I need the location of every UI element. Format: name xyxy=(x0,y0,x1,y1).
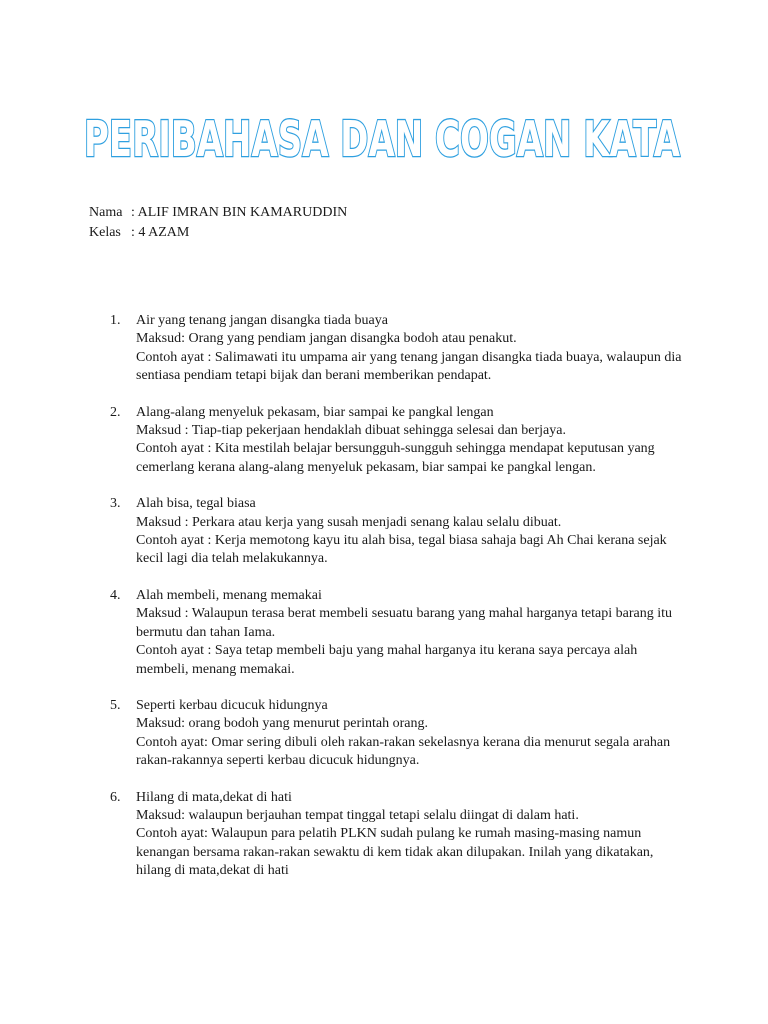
list-item-number: 3. xyxy=(110,496,121,512)
proverb-heading: Air yang tenang jangan disangka tiada buaya xyxy=(136,313,388,328)
proverb-heading: Alang-alang menyeluk pekasam, biar sampai ke pangkal lengan xyxy=(136,404,494,420)
list-item-body xyxy=(136,312,690,386)
proverb-heading: Seperti kerbau dicucuk hidungnya xyxy=(136,697,328,713)
student-info xyxy=(89,203,347,243)
name-row xyxy=(89,203,347,223)
proverb-text-line: Contoh ayat : Kerja memotong kayu itu alah bisa, tegal biasa sahaja bagi Ah Chai kerana sejak xyxy=(136,533,667,549)
list-item-number: 6. xyxy=(110,789,121,805)
class-label: Kelas xyxy=(89,225,121,240)
proverb-text-line: bermutu dan tahan Iama. xyxy=(136,624,276,640)
list-item-number: 5. xyxy=(110,697,121,713)
list-item-body xyxy=(136,697,690,771)
proverb-text-line: Maksud: orang bodoh yang menurut perintah orang. xyxy=(136,716,428,732)
class-value: : 4 AZAM xyxy=(131,225,190,240)
proverb-heading: Hilang di mata,dekat di hati xyxy=(136,789,292,805)
list-item-body xyxy=(136,587,690,679)
title-graphic xyxy=(84,110,684,180)
proverb-heading: Alah membeli, menang memakai xyxy=(136,587,322,603)
proverb-text-line: membeli, menang memakai. xyxy=(136,661,295,677)
proverb-text-line: Maksud : Perkara atau kerja yang susah menjadi senang kalau selalu dibuat. xyxy=(136,514,562,530)
wordart-title xyxy=(84,110,684,180)
class-row xyxy=(89,223,347,243)
proverb-text-line: Maksud: walaupun berjauhan tempat tinggal tetapi selalu diingat di dalam hati. xyxy=(136,807,579,823)
list-item-number: 2. xyxy=(110,404,121,420)
list-item-number: 4. xyxy=(110,587,121,603)
list-item xyxy=(110,404,690,478)
proverb-heading: Alah bisa, tegal biasa xyxy=(136,496,256,512)
name-value: : ALIF IMRAN BIN KAMARUDDIN xyxy=(131,205,348,220)
name-label: Nama xyxy=(89,205,123,220)
list-item xyxy=(110,495,690,569)
proverb-text-line: Maksud : Walaupun terasa berat membeli sesuatu barang yang mahal harganya tetapi barang itu xyxy=(136,606,673,622)
page-title: PERIBAHASA DAN COGAN KATA xyxy=(84,111,681,168)
proverb-text-line: hilang di mata,dekat di hati xyxy=(136,863,289,879)
list-item xyxy=(110,587,690,679)
list-item xyxy=(110,697,690,771)
proverb-text-line: Contoh ayat : Salimawati itu umpama air yang tenang jangan disangka tiada buaya, walaupun dia xyxy=(136,349,682,365)
proverb-text-line: kenangan bersama rakan-rakan sewaktu di kem tidak akan dilupakan. Inilah yang dikatakan, xyxy=(136,844,654,860)
list-item-body xyxy=(136,495,690,569)
proverb-text-line: kecil lagi dia telah melakukannya. xyxy=(136,551,328,567)
proverb-text-line: Contoh ayat: Walaupun para pelatih PLKN sudah pulang ke rumah masing-masing namun xyxy=(136,826,642,842)
proverb-text-line: sentiasa pendiam tetapi bijak dan berani memberikan pendapat. xyxy=(136,368,492,384)
proverb-text-line: Contoh ayat : Saya tetap membeli baju yang mahal harganya itu kerana saya percaya alah xyxy=(136,643,638,659)
proverb-text-line: Contoh ayat: Omar sering dibuli oleh rakan-rakan sekelasnya kerana dia menurut segala arahan xyxy=(136,734,671,750)
proverb-list xyxy=(110,312,690,899)
proverb-text-line: Maksud : Tiap-tiap pekerjaan hendaklah dibuat sehingga selesai dan berjaya. xyxy=(136,423,566,439)
list-item xyxy=(110,789,690,881)
proverb-text-line: Maksud: Orang yang pendiam jangan disangka bodoh atau penakut. xyxy=(136,331,517,347)
proverb-text-line: cemerlang kerana alang-alang menyeluk pekasam, biar sampai ke pangkal lengan. xyxy=(136,459,596,475)
proverb-text-line: Contoh ayat : Kita mestilah belajar bersungguh-sungguh sehingga mendapat keputusan yang xyxy=(136,441,655,457)
list-item-number: 1. xyxy=(110,313,121,328)
list-item-body xyxy=(136,404,690,478)
list-item-body xyxy=(136,789,690,881)
list-item xyxy=(110,312,690,386)
proverb-text-line: rakan-rakannya seperti kerbau dicucuk hidungnya. xyxy=(136,753,420,769)
